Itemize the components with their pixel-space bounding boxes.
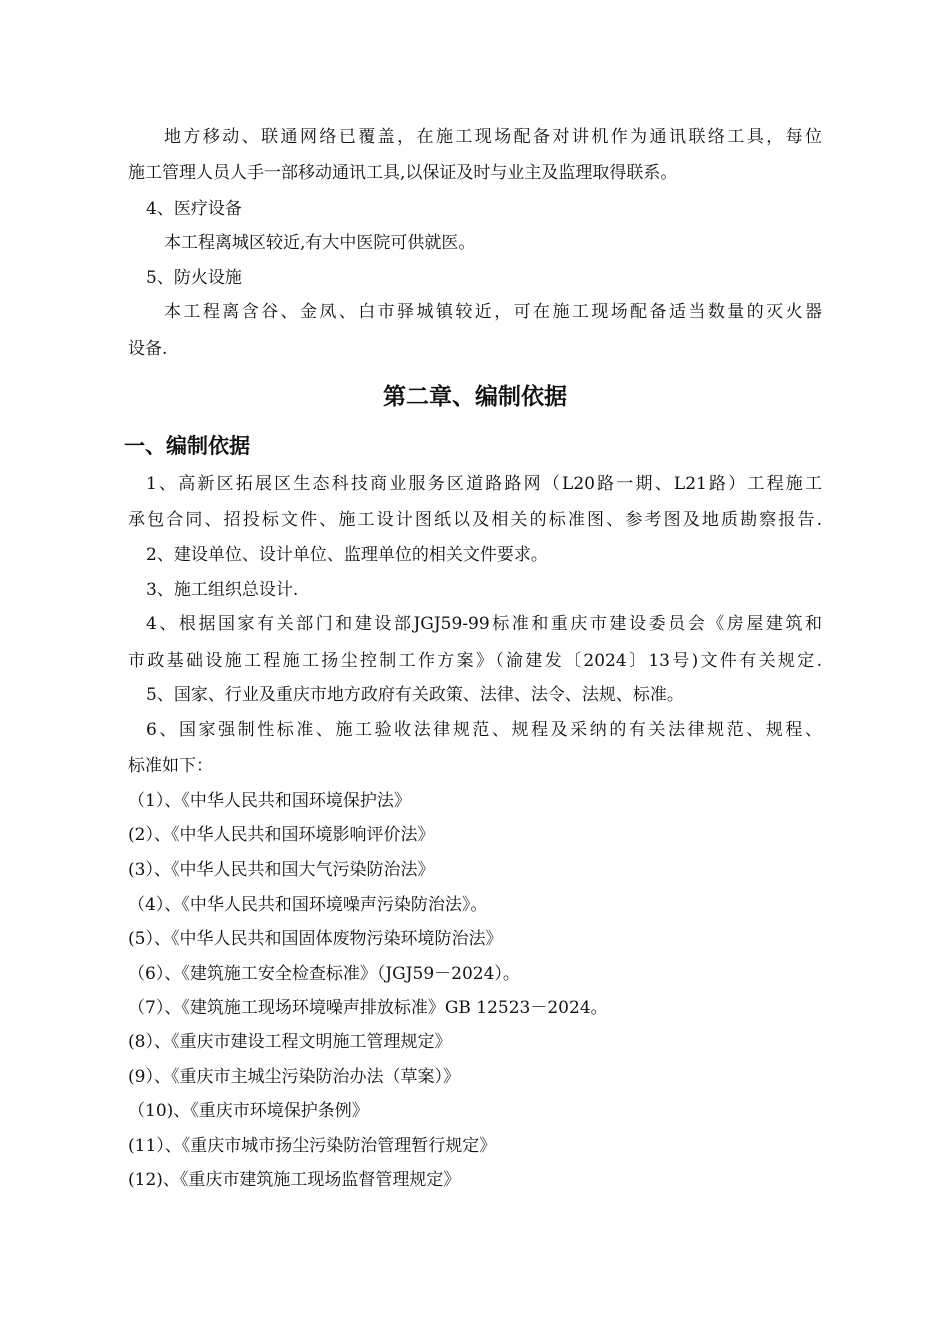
chapter-title: 第二章、编制依据 bbox=[383, 384, 567, 410]
basis-item: 1、高新区拓展区生态科技商业服务区道路路网（L20路一期、L21路）工程施工 bbox=[146, 474, 823, 494]
law-list-item: (11）、《重庆市城市扬尘污染防治管理暂行规定》 bbox=[128, 1136, 497, 1156]
law-list-item: （6）、《建筑施工安全检查标准》（JGJ59－2024）。 bbox=[128, 964, 520, 984]
law-list-item: （1）、《中华人民共和国环境保护法》 bbox=[128, 791, 411, 811]
law-list-item: (9）、《重庆市主城尘污染防治办法（草案）》 bbox=[128, 1067, 460, 1087]
law-list-item: (3）、《中华人民共和国大气污染防治法》 bbox=[128, 860, 435, 880]
law-list-item: (12)、《重庆市建筑施工现场监督管理规定》 bbox=[128, 1170, 461, 1190]
subheading: 5、防火设施 bbox=[146, 268, 242, 288]
law-list-item: （7）、《建筑施工现场环境噪声排放标准》GB 12523－2024。 bbox=[128, 998, 608, 1018]
paragraph-line: 施工管理人员人手一部移动通讯工具,以保证及时与业主及监理取得联系。 bbox=[128, 163, 678, 183]
basis-item: 4、根据国家有关部门和建设部JGJ59-99标准和重庆市建设委员会《房屋建筑和 bbox=[146, 614, 822, 634]
paragraph-line: 设备. bbox=[128, 339, 168, 359]
law-list-item: （10)、《重庆市环境保护条例》 bbox=[128, 1101, 369, 1121]
law-list-item: (2）、《中华人民共和国环境影响评价法》 bbox=[128, 825, 435, 845]
basis-item: 5、国家、行业及重庆市地方政府有关政策、法律、法令、法规、标准。 bbox=[146, 685, 684, 705]
subheading: 4、医疗设备 bbox=[146, 199, 242, 219]
basis-item: 市政基础设施工程施工扬尘控制工作方案》（渝建发〔2024〕13号)文件有关规定. bbox=[128, 651, 822, 671]
basis-item: 标准如下： bbox=[128, 756, 213, 776]
law-list-item: (5）、《中华人民共和国固体废物污染环境防治法》 bbox=[128, 929, 503, 949]
paragraph-line: 本工程离城区较近,有大中医院可供就医。 bbox=[164, 233, 476, 253]
law-list-item: (8）、《重庆市建设工程文明施工管理规定》 bbox=[128, 1032, 452, 1052]
paragraph-line: 本工程离含谷、金凤、白市驿城镇较近，可在施工现场配备适当数量的灭火器 bbox=[164, 302, 822, 322]
law-list-item: （4）、《中华人民共和国环境噪声污染防治法》。 bbox=[128, 895, 488, 915]
section-title: 一、编制依据 bbox=[124, 434, 250, 458]
basis-item: 2、建设单位、设计单位、监理单位的相关文件要求。 bbox=[146, 545, 548, 565]
paragraph-line: 地方移动、联通网络已覆盖，在施工现场配备对讲机作为通讯联络工具，每位 bbox=[164, 127, 822, 147]
basis-item: 3、施工组织总设计. bbox=[146, 580, 299, 600]
basis-item: 6、国家强制性标准、施工验收法律规范、规程及采纳的有关法律规范、规程、 bbox=[146, 720, 822, 740]
basis-item: 承包合同、招投标文件、施工设计图纸以及相关的标准图、参考图及地质勘察报告. bbox=[128, 510, 822, 530]
